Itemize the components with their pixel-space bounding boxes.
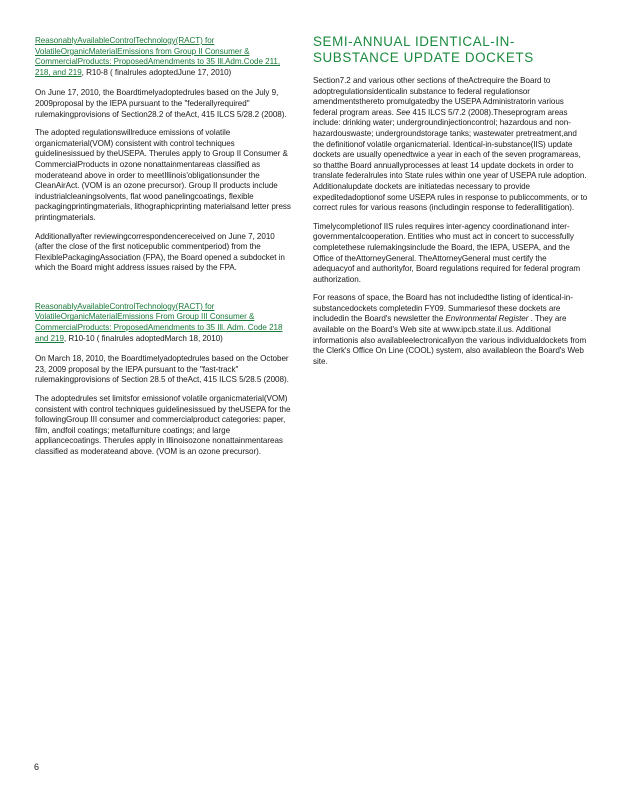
iis-overview-text-b: 415 ILCS 5/7.2 (2008).Theseprogram areas include: drinking water; undergroundinjectioncontrol; hazardous and non-hazardouswaste; undergroundstorage tanks; wastewater pretreatment,and the definitionof volatile organicmaterial. Identical-in-substance(IIS) update dockets are usually openedtwice a year in each of the seven programareas, so thatthe Board annuallyprocesses at least 14 update dockets in order to translate federalrules into State rules within one year of USEPA rule adoption. Additionalupdate dockets are initiatedas necessary to provide expeditedadoptionof some USEPA rules in response to publiccomments, or to correct rules for various reasons (includingin response to federallitigation). — [313, 107, 588, 213]
rulemaking-link-r10-8[interactable]: ReasonablyAvailableControlTechnology(RACT) for VolatileOrganicMaterialEmissions from Group II Consumer & CommercialProducts: ProposedAmendments to 35 Ill.Adm.Code 211, 218, and 219 — [35, 36, 281, 77]
rulemaking-item-r10-8 — [35, 36, 291, 78]
paragraph-r10-8-adoption: On June 17, 2010, the Boardtimelyadoptedrules based on the July 9, 2009proposal by the IEPA pursuant to the "federallyrequired" rulemakingprovisions of Section28.2 of theAct, 415 ILCS 5/28.2 (2008). — [35, 88, 287, 119]
iis-overview-text-a: Section7.2 and various other sections of theActrequire the Board to adoptregulationsidenticalin substance to federal regulationsor amendmentsthereto promulgatedby the USEPA Administratorin various federal program areas. — [313, 76, 564, 117]
rulemaking-item-r10-10 — [35, 302, 291, 344]
iis-listing-text-a: For reasons of space, the Board has not includedthe listing of identical-in-substancedockets completedin FY09. Summariesof these dockets are includedin the Board's newsletter the — [313, 293, 573, 324]
paragraph-r10-8-subdocket: Additionallyafter reviewingcorrespondencereceived on June 7, 2010 (after the close of the first noticepublic commentperiod) from the FlexiblePackagingAssociation (FPA), the Board opened a subdocket in which the Board might address issues raised by the FPA. — [35, 231, 285, 273]
page-number: 6 — [34, 762, 40, 772]
paragraph-r10-10-limits: The adoptedrules set limitsfor emissionof volatile organicmaterial(VOM) consistent with control techniques guidelinesissued by theUSEPA for the followingGroup III consumer and commercialproduct categories: paper, film, andfoil coatings; metalfurniture coatings; and large appliancecoatings. Therules apply in Illinoisozone nonattainmentareas classified as moderateand above. (VOM is an ozone precursor). — [35, 394, 291, 456]
section-title: SEMI-ANNUAL IDENTICAL-IN-SUBSTANCE UPDATE DOCKETS — [313, 34, 534, 65]
paragraph-r10-8-regulations: The adopted regulationswillreduce emissions of volatile organicmaterial(VOM) consistent with control techniques guidelinesissued by theUSEPA. Therules apply to Group II Consumer & CommercialProducts in ozone nonattainmentareas classified as moderateand above in order to meetIllinois'obligationsunder the CleanAirAct. (VOM is an ozone precursor). Group II products include industrialcleaningsolvents, flat wood panelingcoatings, flexible packagingprintingmaterials, lithographicprinting materialsand letter press printingmaterials. — [35, 128, 291, 222]
iis-listing-text-b: . They are available on the Board's Web site at www.ipcb.state.il.us. Additional informationis also availableelectronicallyon the various individualdockets from the Clerk's Office On Line (COOL) system, also availableon the Board's Web site. — [313, 314, 587, 366]
left-column — [35, 36, 291, 466]
right-column — [313, 34, 588, 375]
paragraph-iis-coordination: Timelycompletionof IIS rules requires inter-agency coordinationand inter-governmentalcooperation. Entities who must act in concert to successfully completethese rulemakingsinclude the Board, the IEPA, USEPA, and the Office of theAttorneyGeneral. TheAttorneyGeneral must certify the adequacyof and authorityfor, Board regulations required for federal program authorization. — [313, 221, 581, 284]
rulemaking-link-r10-10[interactable]: ReasonablyAvailableControlTechnology(RACT) for VolatileOrganicMaterialEmissions From Group III Consumer & CommercialProducts: ProposedAmendments to 35 Ill. Adm. Code 218 and 219 — [35, 301, 283, 343]
rulemaking-ref-r10-8: , R10-8 ( finalrules adoptedJune 17, 2010) — [81, 67, 232, 77]
rulemaking-ref-r10-10: , R10-10 ( finalrules adoptedMarch 18, 2010) — [63, 333, 223, 343]
see-citation: See — [395, 107, 411, 117]
paragraph-iis-listing — [313, 293, 588, 367]
paragraph-iis-overview — [313, 76, 588, 214]
paragraph-r10-10-adoption: On March 18, 2010, the Boardtimelyadoptedrules based on the October 23, 2009 proposal by the IEPA pursuant to the "fast-track" rulemakingprovisions of Section 28.5 of theAct, 415 ILCS 5/28.5 (2008). — [35, 354, 289, 385]
newsletter-title: Environmental Register — [445, 314, 529, 324]
